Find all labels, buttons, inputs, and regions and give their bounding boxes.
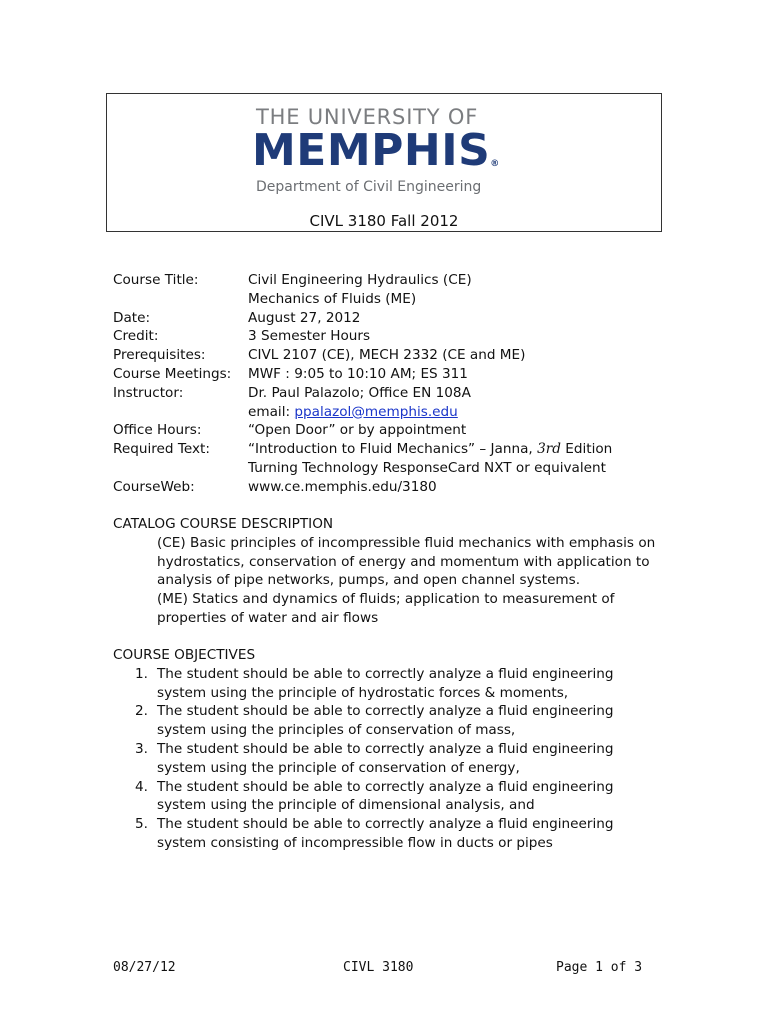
objectives-list [113,665,657,853]
objective-item [113,665,657,703]
info-label: Office Hours: [113,422,202,439]
office-hours-row [113,421,612,440]
objective-item [113,815,657,853]
info-row [113,290,612,309]
edition-number: 3rd [537,441,561,458]
logo-line1: THE UNIVERSITY OF [256,105,479,129]
info-row [113,327,612,346]
registered-mark: ® [490,159,500,169]
objective-number: 4. [135,778,148,795]
info-value: Mechanics of Fluids (ME) [248,290,417,307]
required-text-row2 [113,459,612,478]
objective-item [113,740,657,778]
objective-number: 2. [135,703,148,720]
info-value: Dr. Paul Palazolo; Office EN 108A [248,384,471,401]
info-value: MWF : 9:05 to 10:10 AM; ES 311 [248,365,468,382]
catalog-ce: (CE) Basic principles of incompressible fluid mechanics with emphasis on hydrostatics, conservation of energy and momentum with application to analysis of pipe networks, pumps, and open channel systems. [157,534,656,589]
info-label: CourseWeb: [113,478,195,495]
objectives-heading: COURSE OBJECTIVES [113,647,256,663]
catalog-me: (ME) Statics and dynamics of fluids; application to measurement of properties of water and air flows [157,591,615,626]
required-text-title: “Introduction to Fluid Mechanics” – Janna, [248,441,538,458]
info-row [113,309,612,328]
course-header: CIVL 3180 Fall 2012 [309,212,459,230]
objective-item [113,702,657,740]
objective-number: 3. [135,740,148,757]
catalog-section [113,515,657,628]
info-label: Course Title: [113,272,199,288]
footer-date: 08/27/12 [113,960,176,975]
info-value: August 27, 2012 [248,309,361,326]
logo-line2 [252,125,500,176]
info-row [113,365,612,384]
info-row [113,384,612,403]
objective-number: 5. [135,816,148,833]
info-value: CIVL 2107 (CE), MECH 2332 (CE and ME) [248,347,526,364]
info-label [113,290,248,309]
objective-text: The student should be able to correctly analyze a fluid engineering system consisting of incompressible flow in ducts or pipes [157,816,614,851]
info-row [113,271,612,290]
edition-suffix: Edition [560,441,613,458]
info-value: Turning Technology ResponseCard NXT or equivalent [248,459,606,476]
catalog-heading: CATALOG COURSE DESCRIPTION [113,516,334,532]
objective-item [113,778,657,816]
footer-page: Page 1 of 3 [556,960,643,975]
info-label: Course Meetings: [113,365,232,382]
university-logo [240,99,528,204]
objective-number: 1. [135,665,148,682]
email-row [113,403,612,422]
info-label: Credit: [113,328,159,345]
info-value: Civil Engineering Hydraulics (CE) [248,272,472,288]
logo-department: Department of Civil Engineering [256,179,482,195]
footer-course: CIVL 3180 [343,960,414,975]
objective-text: The student should be able to correctly analyze a fluid engineering system using the principle of hydrostatic forces & moments, [157,665,614,701]
course-info [113,271,612,497]
objective-text: The student should be able to correctly analyze a fluid engineering system using the principle of dimensional analysis, and [157,778,614,814]
required-text-row [113,440,612,459]
objectives-section [113,646,657,853]
info-row [113,346,612,365]
info-label: Instructor: [113,384,184,401]
courseweb-url: www.ce.memphis.edu/3180 [248,478,437,495]
info-label: Required Text: [113,441,210,458]
logo-wordmark: MEMPHIS [252,125,491,176]
courseweb-row [113,478,612,497]
objective-text: The student should be able to correctly analyze a fluid engineering system using the principles of conservation of mass, [157,703,614,739]
info-label: Date: [113,309,151,326]
info-value: 3 Semester Hours [248,328,371,345]
email-prefix: email: [248,403,295,420]
objective-text: The student should be able to correctly analyze a fluid engineering system using the principle of conservation of energy, [157,740,614,776]
info-label: Prerequisites: [113,347,206,364]
email-link[interactable]: ppalazol@memphis.edu [294,403,458,420]
info-value: “Open Door” or by appointment [248,422,467,439]
